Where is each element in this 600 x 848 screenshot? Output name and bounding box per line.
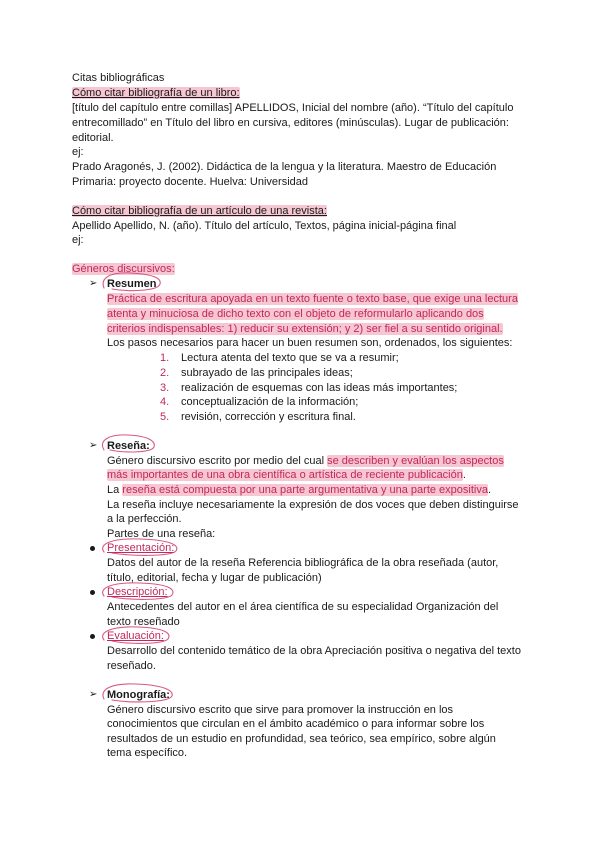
part-line: Antecedentes del autor en el área científica de su especialidad Organización del xyxy=(107,601,499,613)
libro-example: Primaria: proyecto docente. Huelva: Universidad xyxy=(72,176,309,188)
monografia-line: conocimientos que circulan en el ámbito académico o para informar sobre los xyxy=(107,718,485,730)
libro-example: Prado Aragonés, J. (2002). Didáctica de la lengua y la literatura. Maestro de Educación xyxy=(72,161,497,173)
monografia-line: resultados de un estudio en profundidad, sea teórico, sea empírico, sobre algún xyxy=(107,733,496,745)
doc-title: Citas bibliográficas xyxy=(72,72,165,84)
ink-circle-evaluacion xyxy=(103,627,169,643)
part-name: Presentación: xyxy=(107,542,175,554)
resena-line: a la perfección. xyxy=(107,513,182,525)
step-number: 3. xyxy=(160,382,170,394)
resumen-desc: criterios indispensables: 1) reducir su extensión; y 2) ser fiel a su sentido original. xyxy=(107,323,503,335)
monografia-title: Monografía: xyxy=(107,689,170,701)
step-item: Lectura atenta del texto que se va a resumir; xyxy=(181,352,399,364)
step-item: conceptualización de la información; xyxy=(181,396,359,408)
resena-line: más importantes de una obra científica o artística de reciente publicación. xyxy=(107,469,466,481)
resumen-title: Resumen xyxy=(107,278,157,290)
generos-heading: Géneros discursivos: xyxy=(72,263,175,275)
monografia-line: tema específico. xyxy=(107,747,188,759)
resumen-pasos: Los pasos necesarios para hacer un buen resumen son, ordenados, los siguientes: xyxy=(107,337,513,349)
part-name: Evaluación: xyxy=(107,630,164,642)
ink-circle-resumen xyxy=(103,273,160,291)
libro-heading: Cómo citar bibliografía de un libro: xyxy=(72,87,240,99)
step-number: 2. xyxy=(160,367,170,379)
resena-line: La reseña está compuesta por una parte argumentativa y una parte expositiva. xyxy=(107,484,492,496)
arrow-bullet-icon: ➢ xyxy=(89,278,98,289)
ink-circle-descripcion xyxy=(103,583,173,599)
libro-line: entrecomillado” en Título del libro en cursiva, editores (minúsculas). Lugar de publicación: xyxy=(72,117,509,129)
revista-heading: Cómo citar bibliografía de un artículo de una revista: xyxy=(72,205,327,217)
resena-line: La reseña incluye necesariamente la expresión de dos voces que deben distinguirse xyxy=(107,499,519,511)
arrow-bullet-icon: ➢ xyxy=(89,689,98,700)
part-line: reseñado. xyxy=(107,660,156,672)
libro-line: editorial. xyxy=(72,132,114,144)
part-line: título, editorial, fecha y lugar de publicación) xyxy=(107,572,322,584)
step-item: subrayado de las principales ideas; xyxy=(181,367,353,379)
resumen-desc: atenta y minuciosa de dicho texto con el objeto de reformularlo aplicando dos xyxy=(107,308,484,320)
revista-ej: ej: xyxy=(72,234,84,246)
step-item: realización de esquemas con las ideas más importantes; xyxy=(181,382,458,394)
resumen-desc: Práctica de escritura apoyada en un texto fuente o texto base, que exige una lectura xyxy=(107,293,518,305)
libro-ej: ej: xyxy=(72,146,84,158)
step-number: 5. xyxy=(160,411,170,423)
step-number: 4. xyxy=(160,396,170,408)
part-line: Datos del autor de la reseña Referencia bibliográfica de la obra reseñada (autor, xyxy=(107,557,499,569)
libro-line: [título del capítulo entre comillas] APELLIDOS, Inicial del nombre (año). “Título del capítulo xyxy=(72,102,514,114)
part-line: texto reseñado xyxy=(107,616,180,628)
ink-circle-monografia xyxy=(103,684,172,702)
ink-circle-resena xyxy=(102,435,154,452)
resena-line: Género discursivo escrito por medio del cual se describen y evalúan los aspectos xyxy=(107,455,504,467)
monografia-line: Género discursivo escrito que sirve para promover la instrucción en los xyxy=(107,704,454,716)
ink-circle-presentacion xyxy=(103,539,177,555)
part-line: Desarrollo del contenido temático de la obra Apreciación positiva o negativa del texto xyxy=(107,645,521,657)
part-name: Descripción: xyxy=(107,586,168,598)
step-item: revisión, corrección y escritura final. xyxy=(181,411,356,423)
resena-title: Reseña: xyxy=(107,440,150,452)
step-number: 1. xyxy=(160,352,170,364)
resena-partes: Partes de una reseña: xyxy=(107,528,216,540)
revista-line: Apellido Apellido, N. (año). Título del artículo, Textos, página inicial-página final xyxy=(72,220,457,232)
arrow-bullet-icon: ➢ xyxy=(89,440,98,451)
